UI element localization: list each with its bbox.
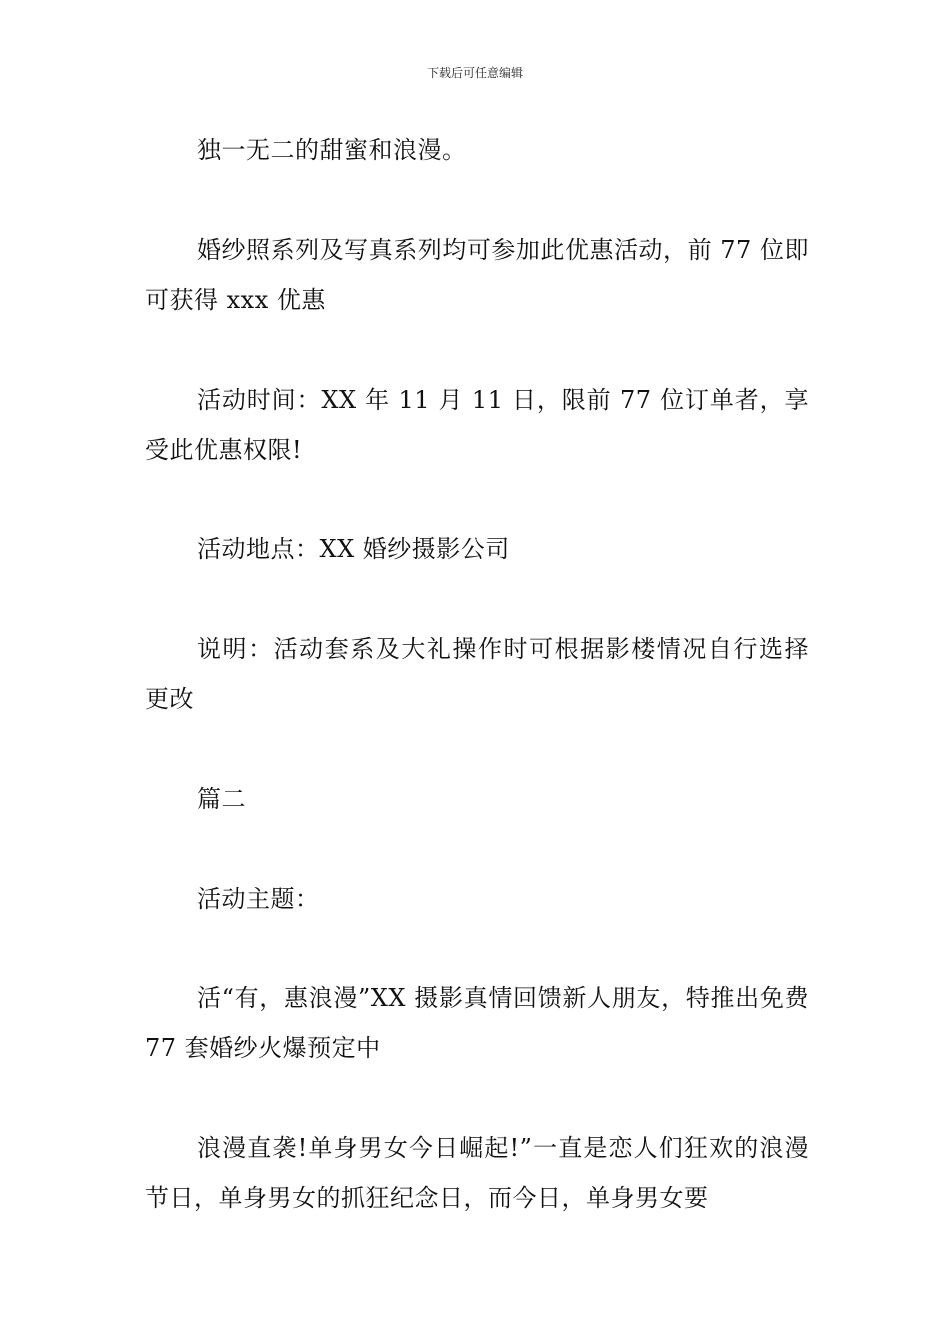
paragraph-event-theme-label: 活动主题：	[197, 885, 320, 913]
paragraph-intro-ending: 独一无二的甜蜜和浪漫。	[197, 136, 467, 164]
paragraph-offer: 婚纱照系列及写真系列均可参加此优惠活动，前 77 位即可获得 xxx 优惠	[145, 236, 809, 314]
paragraph-event-theme: 活“有，惠浪漫”XX 摄影真情回馈新人朋友，特推出免费 77 套婚纱火爆预定中	[145, 984, 809, 1062]
paragraph-note: 说明：活动套系及大礼操作时可根据影楼情况自行选择更改	[145, 635, 809, 713]
paragraph-event-location: 活动地点：XX 婚纱摄影公司	[197, 535, 510, 563]
section-heading-part-two: 篇二	[197, 785, 246, 813]
page-header-note: 下载后可任意编辑	[426, 66, 523, 80]
paragraph-event-time: 活动时间：XX 年 11 月 11 日，限前 77 位订单者，享受此优惠权限!	[145, 386, 809, 464]
paragraph-romance-intro: 浪漫直袭!单身男女今日崛起!”一直是恋人们狂欢的浪漫节日，单身男女的抓狂纪念日，而今日，单身男女要	[145, 1134, 809, 1212]
